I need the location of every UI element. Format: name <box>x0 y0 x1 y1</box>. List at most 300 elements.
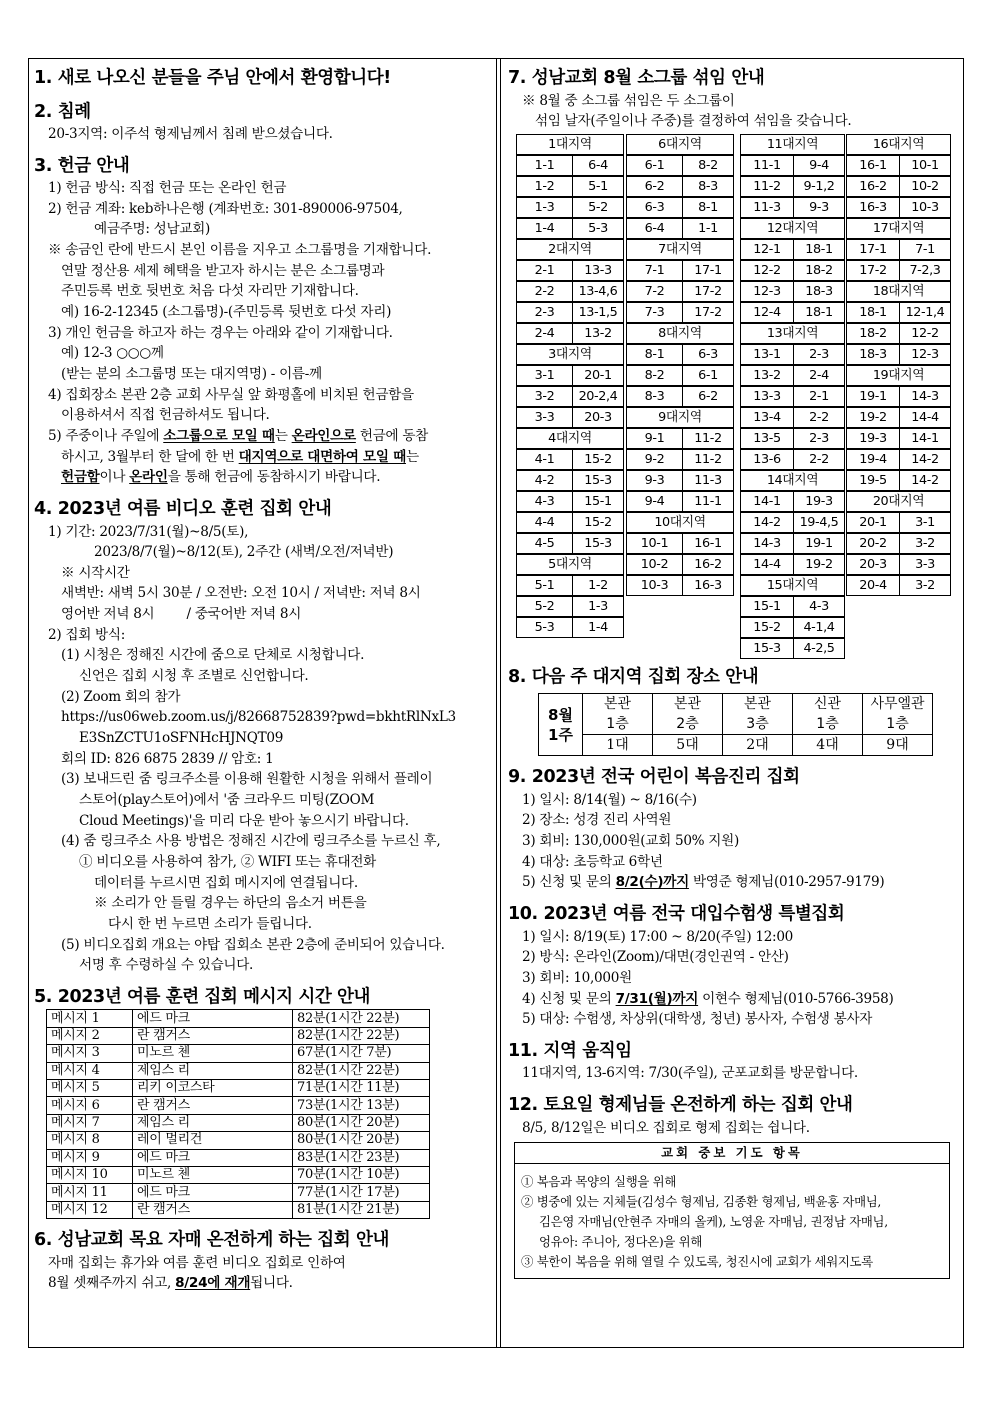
partner-cell: 19-3 <box>793 491 845 512</box>
section-10-title: 10. 2023년 여름 전국 대입수험생 특별집회 <box>508 904 845 925</box>
group-cell: 20-1 <box>846 512 900 533</box>
partner-cell: 4-1,4 <box>793 617 845 638</box>
region-header: 14대지역 <box>740 470 845 491</box>
partner-cell: 11-3 <box>682 470 734 491</box>
partner-cell: 15-2 <box>572 449 624 470</box>
group-cell: 19-2 <box>846 407 900 428</box>
group-cell: 6-3 <box>626 197 683 218</box>
message-speaker: 란 캠거스 <box>133 1201 293 1218</box>
s4-line: 데이터를 누르시면 집회 메시지에 연결됩니다. <box>94 874 358 891</box>
message-row <box>47 1080 430 1097</box>
partner-cell: 3-2 <box>899 575 951 596</box>
group-cell: 4-2 <box>516 470 573 491</box>
message-duration: 73분(1시간 13분) <box>293 1097 430 1114</box>
group-cell: 18-1 <box>846 302 900 323</box>
message-row <box>47 1010 430 1027</box>
s6-line: 자매 집회는 휴가와 여름 훈련 비디오 집회로 인하여 <box>48 1254 346 1271</box>
message-speaker: 미노르 첸 <box>133 1045 293 1062</box>
emphasis-text: 7/31(월)까지 <box>615 990 699 1007</box>
group-cell: 13-4 <box>740 407 794 428</box>
partner-cell: 7-1 <box>899 239 951 260</box>
message-row <box>47 1114 430 1131</box>
group-cell: 13-6 <box>740 449 794 470</box>
region-header: 12대지역 <box>740 218 845 239</box>
s4-line: (2) Zoom 회의 참가 <box>61 688 181 705</box>
partner-cell: 17-2 <box>682 302 734 323</box>
partner-cell: 6-2 <box>682 386 734 407</box>
venue-region: 2대 <box>723 735 793 756</box>
message-speaker: 제임스 리 <box>133 1062 293 1079</box>
s3-line: 이용하셔서 직접 헌금하셔도 됩니다. <box>61 407 270 424</box>
emphasis-text: 온라인으로 <box>291 428 356 445</box>
venue-building: 본관 <box>673 696 702 713</box>
prayer-item: ③ 북한이 복음을 위해 열릴 수 있도록, 청진시에 교회가 세워지도록 <box>521 1254 873 1270</box>
s3-line: ※ 송금인 란에 반드시 본인 이름을 지우고 소그룹명을 기재합니다. <box>48 242 432 259</box>
partner-cell: 13-2 <box>572 323 624 344</box>
s4-line: (3) 보내드린 줌 링크주소를 이용해 원활한 시청을 위해서 플레이 <box>61 771 433 788</box>
s4-line: 2023/8/7(월)~8/12(토), 2주간 (새벽/오전/저녁반) <box>94 544 394 561</box>
group-cell: 2-1 <box>516 260 573 281</box>
message-duration: 82분(1시간 22분) <box>293 1027 430 1044</box>
partner-cell: 14-2 <box>899 449 951 470</box>
partner-cell: 16-3 <box>682 575 734 596</box>
group-cell: 19-3 <box>846 428 900 449</box>
group-cell: 2-3 <box>516 302 573 323</box>
prayer-item: 엉유아: 주니아, 정다온)을 위해 <box>539 1234 702 1250</box>
partner-cell: 1-1 <box>682 218 734 239</box>
partner-cell: 4-3 <box>793 596 845 617</box>
group-cell: 1-2 <box>516 176 573 197</box>
partner-cell: 5-3 <box>572 218 624 239</box>
message-number: 메시지 8 <box>47 1132 133 1149</box>
message-row <box>47 1184 430 1201</box>
region-header: 17대지역 <box>846 218 951 239</box>
partner-cell: 15-3 <box>572 533 624 554</box>
text-run: 박영준 형제님(010-2957-9179) <box>688 874 885 891</box>
group-cell: 2-2 <box>516 281 573 302</box>
partner-cell: 2-3 <box>793 428 845 449</box>
partner-cell: 2-4 <box>793 365 845 386</box>
group-cell: 11-3 <box>740 197 794 218</box>
small-group-grid <box>516 134 952 656</box>
venue-name <box>793 694 863 735</box>
partner-cell: 16-1 <box>682 533 734 554</box>
partner-cell: 19-1 <box>793 533 845 554</box>
s6-line <box>34 1273 488 1294</box>
text-run: 을 통해 헌금에 동참하시기 바랍니다. <box>167 469 381 486</box>
group-cell: 10-2 <box>626 554 683 575</box>
group-cell: 4-4 <box>516 512 573 533</box>
message-table <box>46 1009 430 1219</box>
region-header: 3대지역 <box>516 344 624 365</box>
message-number: 메시지 11 <box>47 1184 133 1201</box>
partner-cell: 8-2 <box>682 155 734 176</box>
s4-line: ① 비디오를 사용하여 참가, ② WIFI 또는 휴대전화 <box>79 854 377 870</box>
message-duration: 82분(1시간 22분) <box>293 1062 430 1079</box>
s10-line <box>508 989 958 1010</box>
text-run: 하시고, 3월부터 한 달에 한 번 <box>61 448 239 465</box>
partner-cell: 2-1 <box>793 386 845 407</box>
partner-cell: 19-2 <box>793 554 845 575</box>
s3-line <box>34 426 488 447</box>
partner-cell: 10-2 <box>899 176 951 197</box>
group-cell: 15-1 <box>740 596 794 617</box>
group-cell: 5-1 <box>516 575 573 596</box>
s3-line: 4) 집회장소 본관 2층 교회 사무실 앞 화평홀에 비치된 헌금함을 <box>48 386 414 403</box>
message-duration: 83분(1시간 23분) <box>293 1149 430 1166</box>
partner-cell: 14-1 <box>899 428 951 449</box>
group-cell: 6-1 <box>626 155 683 176</box>
group-cell: 18-3 <box>846 344 900 365</box>
group-cell: 3-2 <box>516 386 573 407</box>
s10-line: 1) 일시: 8/19(토) 17:00 ~ 8/20(주일) 12:00 <box>522 928 794 945</box>
group-cell: 10-3 <box>626 575 683 596</box>
partner-cell: 2-2 <box>793 449 845 470</box>
group-cell: 20-3 <box>846 554 900 575</box>
group-cell: 17-1 <box>846 239 900 260</box>
region-header: 2대지역 <box>516 239 624 260</box>
message-duration: 80분(1시간 20분) <box>293 1132 430 1149</box>
message-duration: 71분(1시간 11분) <box>293 1080 430 1097</box>
message-duration: 81분(1시간 21분) <box>293 1201 430 1218</box>
message-number: 메시지 3 <box>47 1045 133 1062</box>
group-cell: 7-2 <box>626 281 683 302</box>
section-7-title: 7. 성남교회 8월 소그룹 섞임 안내 <box>508 68 765 88</box>
group-cell: 15-3 <box>740 638 794 659</box>
venue-building: 본관 <box>603 696 632 713</box>
text-run: 4) 신청 및 문의 <box>522 990 616 1007</box>
right-column <box>508 66 958 1279</box>
partner-cell: 18-3 <box>793 281 845 302</box>
partner-cell: 9-1,2 <box>793 176 845 197</box>
text-run: 는 <box>274 428 292 445</box>
section-3-title: 3. 헌금 안내 <box>34 155 130 176</box>
venue-building: 신관 <box>813 696 842 713</box>
region-header: 8대지역 <box>626 323 734 344</box>
s10-line: 3) 회비: 10,000원 <box>522 969 632 986</box>
partner-cell: 15-3 <box>572 470 624 491</box>
partner-cell: 6-4 <box>572 155 624 176</box>
group-cell: 13-2 <box>740 365 794 386</box>
group-cell: 11-1 <box>740 155 794 176</box>
column-divider <box>496 58 501 1348</box>
s3-line: 예) 12-3 ○○○께 <box>61 345 164 362</box>
region-header: 20대지역 <box>846 491 951 512</box>
partner-cell: 3-1 <box>899 512 951 533</box>
group-cell: 12-2 <box>740 260 794 281</box>
message-row <box>47 1166 430 1183</box>
group-cell: 19-4 <box>846 449 900 470</box>
emphasis-text: 8/2(수)까지 <box>615 874 689 891</box>
message-number: 메시지 12 <box>47 1201 133 1218</box>
s4-line: 새벽반: 새벽 5시 30분 / 오전반: 오전 10시 / 저녁반: 저녁 8시 <box>61 585 421 602</box>
s4-line: 2) 집회 방식: <box>48 626 126 643</box>
s4-line: Cloud Meetings)'을 미리 다운 받아 놓으시기 바랍니다. <box>79 812 409 829</box>
s10-line: 5) 대상: 수험생, 차상위(대학생, 청년) 봉사자, 수험생 봉사자 <box>522 1011 873 1028</box>
region-header: 1대지역 <box>516 134 624 155</box>
group-cell: 11-2 <box>740 176 794 197</box>
group-cell: 14-3 <box>740 533 794 554</box>
partner-cell: 5-2 <box>572 197 624 218</box>
s4-line: 스토어(play스토어)에서 '줌 크라우드 미팅(ZOOM <box>79 792 375 809</box>
message-speaker: 에드 마크 <box>133 1184 293 1201</box>
s4-line: 회의 ID: 826 6875 2839 // 암호: 1 <box>61 750 274 767</box>
region-header: 16대지역 <box>846 134 951 155</box>
group-cell: 14-4 <box>740 554 794 575</box>
section-8-title: 8. 다음 주 대지역 집회 장소 안내 <box>508 666 759 687</box>
s9-line <box>508 872 958 893</box>
venue-region: 1대 <box>583 735 653 756</box>
prayer-title: 교회 중보 기도 항목 <box>515 1143 949 1164</box>
s3-line <box>34 447 488 468</box>
partner-cell: 20-1 <box>572 365 624 386</box>
region-header: 4대지역 <box>516 428 624 449</box>
emphasis-text: 온라인 <box>129 469 168 486</box>
partner-cell: 12-2 <box>899 323 951 344</box>
s3-line: 2) 헌금 계좌: keb하나은행 (계좌번호: 301-890006-97504, <box>48 200 403 217</box>
partner-cell: 13-4,6 <box>572 281 624 302</box>
partner-cell: 19-4,5 <box>793 512 845 533</box>
partner-cell: 8-1 <box>682 197 734 218</box>
s9-line: 1) 일시: 8/14(월) ~ 8/16(수) <box>522 791 697 808</box>
message-number: 메시지 1 <box>47 1010 133 1027</box>
message-row <box>47 1132 430 1149</box>
venue-floor: 1층 <box>606 716 629 733</box>
section-6-title: 6. 성남교회 목요 자매 온전하게 하는 집회 안내 <box>34 1230 389 1251</box>
region-header: 19대지역 <box>846 365 951 386</box>
s9-line: 3) 회비: 130,000원(교회 50% 지원) <box>522 833 739 850</box>
group-cell: 10-1 <box>626 533 683 554</box>
message-speaker: 에드 마크 <box>133 1149 293 1166</box>
week-month: 8월 <box>548 705 573 724</box>
text-run: 이나 <box>99 469 130 486</box>
s9-line: 2) 장소: 성경 진리 사역원 <box>522 812 672 829</box>
s4-line: 다시 한 번 누르면 소리가 들립니다. <box>108 915 312 932</box>
venue-floor: 3층 <box>746 716 769 733</box>
partner-cell: 17-1 <box>682 260 734 281</box>
s7-line: 섞임 날자(주일이나 주중)를 결정하여 섞임을 갖습니다. <box>535 113 852 130</box>
prayer-item: ② 병중에 있는 지체들(김성수 형제님, 김종환 형제님, 백윤홍 자매님, <box>521 1194 882 1210</box>
partner-cell: 10-1 <box>899 155 951 176</box>
group-cell: 12-1 <box>740 239 794 260</box>
week-label <box>539 694 583 756</box>
group-cell: 20-4 <box>846 575 900 596</box>
partner-cell: 11-2 <box>682 449 734 470</box>
message-row <box>47 1201 430 1218</box>
venue-name <box>723 694 793 735</box>
message-speaker: 에드 마크 <box>133 1010 293 1027</box>
group-cell: 6-2 <box>626 176 683 197</box>
prayer-box <box>514 1142 950 1279</box>
partner-cell: 18-1 <box>793 239 845 260</box>
group-cell: 1-3 <box>516 197 573 218</box>
partner-cell: 15-2 <box>572 512 624 533</box>
partner-cell: 14-2 <box>899 470 951 491</box>
group-cell: 12-4 <box>740 302 794 323</box>
partner-cell: 11-2 <box>682 428 734 449</box>
group-cell: 3-1 <box>516 365 573 386</box>
s4-line: (5) 비디오집회 개요는 야탑 집회소 본관 2층에 준비되어 있습니다. <box>61 936 445 953</box>
s9-line: 4) 대상: 초등학교 6학년 <box>522 853 663 870</box>
partner-cell: 13-3 <box>572 260 624 281</box>
partner-cell: 9-4 <box>793 155 845 176</box>
group-cell: 9-2 <box>626 449 683 470</box>
group-cell: 16-2 <box>846 176 900 197</box>
message-speaker: 미노르 첸 <box>133 1166 293 1183</box>
emphasis-text: 8/24에 재개 <box>175 1275 251 1292</box>
text-run: 5) 신청 및 문의 <box>522 874 616 891</box>
message-speaker: 란 캠거스 <box>133 1027 293 1044</box>
partner-cell: 5-1 <box>572 176 624 197</box>
message-duration: 67분(1시간 7분) <box>293 1045 430 1062</box>
region-header: 15대지역 <box>740 575 845 596</box>
group-cell: 9-4 <box>626 491 683 512</box>
message-number: 메시지 7 <box>47 1114 133 1131</box>
emphasis-text: 대지역으로 대면하여 모일 때 <box>238 448 406 465</box>
partner-cell: 14-4 <box>899 407 951 428</box>
region-header: 5대지역 <box>516 554 624 575</box>
s12-text: 8/5, 8/12일은 비디오 집회로 형제 집회는 쉽니다. <box>522 1119 810 1136</box>
venue-name <box>583 694 653 735</box>
partner-cell: 16-2 <box>682 554 734 575</box>
group-cell: 18-2 <box>846 323 900 344</box>
text-run: 5) 주중이나 주일에 <box>48 428 164 445</box>
message-row <box>47 1097 430 1114</box>
zoom-link-cont[interactable]: E3SnZCTU1oSFNHcHJNQT09 <box>79 730 284 747</box>
venue-region: 4대 <box>793 735 863 756</box>
message-row <box>47 1045 430 1062</box>
partner-cell: 6-3 <box>682 344 734 365</box>
s4-line: 신언은 집회 시청 후 조별로 신언합니다. <box>79 668 309 685</box>
message-duration: 80분(1시간 20분) <box>293 1114 430 1131</box>
group-cell: 20-2 <box>846 533 900 554</box>
s10-line: 2) 방식: 온라인(Zoom)/대면(경인권역 - 안산) <box>522 949 789 966</box>
message-number: 메시지 5 <box>47 1080 133 1097</box>
message-speaker: 레이 멀리건 <box>133 1132 293 1149</box>
group-cell: 15-2 <box>740 617 794 638</box>
partner-cell: 3-3 <box>899 554 951 575</box>
partner-cell: 4-2,5 <box>793 638 845 659</box>
group-cell: 9-1 <box>626 428 683 449</box>
message-row <box>47 1062 430 1079</box>
text-run: 8월 셋째주까지 쉬고, <box>48 1275 176 1292</box>
partner-cell: 1-4 <box>572 617 624 638</box>
s4-line: 서명 후 수령하실 수 있습니다. <box>79 957 254 974</box>
group-cell: 12-3 <box>740 281 794 302</box>
prayer-item: ① 복음과 목양의 실행을 위해 <box>521 1174 677 1190</box>
group-cell: 3-3 <box>516 407 573 428</box>
group-cell: 16-1 <box>846 155 900 176</box>
message-number: 메시지 9 <box>47 1149 133 1166</box>
group-cell: 7-3 <box>626 302 683 323</box>
group-cell: 8-3 <box>626 386 683 407</box>
partner-cell: 9-3 <box>793 197 845 218</box>
group-cell: 13-3 <box>740 386 794 407</box>
section-2-title: 2. 침례 <box>34 101 91 122</box>
venue-region: 9대 <box>863 735 933 756</box>
section-11-title: 11. 지역 움직임 <box>508 1040 632 1061</box>
message-number: 메시지 2 <box>47 1027 133 1044</box>
group-cell: 13-5 <box>740 428 794 449</box>
left-column <box>34 66 488 1294</box>
group-cell: 1-4 <box>516 218 573 239</box>
venue-floor: 1층 <box>886 716 909 733</box>
group-cell: 9-3 <box>626 470 683 491</box>
message-number: 메시지 6 <box>47 1097 133 1114</box>
s4-line: 영어반 저녁 8시 / 중국어반 저녁 8시 <box>61 606 302 623</box>
s4-line: (1) 시청은 정해진 시간에 줌으로 단체로 시청합니다. <box>61 647 365 664</box>
message-number: 메시지 4 <box>47 1062 133 1079</box>
section-4-title: 4. 2023년 여름 비디오 훈련 집회 안내 <box>34 499 332 519</box>
group-cell: 7-1 <box>626 260 683 281</box>
week-number: 1주 <box>548 725 573 744</box>
s4-line: ※ 소리가 안 들릴 경우는 하단의 음소거 버튼을 <box>94 895 367 912</box>
s3-line: 1) 헌금 방식: 직접 헌금 또는 온라인 헌금 <box>48 180 287 197</box>
partner-cell: 10-3 <box>899 197 951 218</box>
partner-cell: 6-1 <box>682 365 734 386</box>
prayer-item: 김은영 자매님(안현주 자매의 올케), 노영윤 자매님, 권정남 자매님, <box>539 1214 888 1230</box>
region-header: 13대지역 <box>740 323 845 344</box>
partner-cell: 17-2 <box>682 281 734 302</box>
region-header: 18대지역 <box>846 281 951 302</box>
s4-line: 1) 기간: 2023/7/31(월)~8/5(토), <box>48 523 249 540</box>
s3-line: 예) 16-2-12345 (소그룹명)-(주민등록 뒷번호 다섯 자리) <box>61 304 392 321</box>
partner-cell: 7-2,3 <box>899 260 951 281</box>
emphasis-text: 헌금함 <box>61 469 100 486</box>
prayer-body <box>515 1164 949 1278</box>
message-speaker: 리키 이코스타 <box>133 1080 293 1097</box>
emphasis-text: 소그룹으로 모일 때 <box>163 428 275 445</box>
message-number: 메시지 10 <box>47 1166 133 1183</box>
partner-cell: 18-2 <box>793 260 845 281</box>
group-cell: 5-2 <box>516 596 573 617</box>
partner-cell: 2-2 <box>793 407 845 428</box>
group-cell: 19-1 <box>846 386 900 407</box>
partner-cell: 18-1 <box>793 302 845 323</box>
s4-line: ※ 시작시간 <box>61 564 130 581</box>
partner-cell: 12-3 <box>899 344 951 365</box>
s4-line: (4) 줌 링크주소 사용 방법은 정해진 시간에 링크주소를 누르신 후, <box>61 833 441 850</box>
group-cell: 14-1 <box>740 491 794 512</box>
region-header: 7대지역 <box>626 239 734 260</box>
group-cell: 14-2 <box>740 512 794 533</box>
venue-name <box>863 694 933 735</box>
message-speaker: 란 캠거스 <box>133 1097 293 1114</box>
message-duration: 70분(1시간 10분) <box>293 1166 430 1183</box>
region-header: 6대지역 <box>626 134 734 155</box>
partner-cell: 15-1 <box>572 491 624 512</box>
message-duration: 77분(1시간 17분) <box>293 1184 430 1201</box>
zoom-link[interactable]: https://us06web.zoom.us/j/82668752839?pwd=bkhtRlNxL3 <box>61 709 456 726</box>
s3-line: 예금주명: 성남교회) <box>94 221 210 238</box>
partner-cell: 8-3 <box>682 176 734 197</box>
region-header: 9대지역 <box>626 407 734 428</box>
venue-floor: 2층 <box>676 716 699 733</box>
partner-cell: 2-3 <box>793 344 845 365</box>
text-run: 됩니다. <box>250 1275 293 1292</box>
s3-line <box>34 467 488 488</box>
venue-floor: 1층 <box>816 716 839 733</box>
group-cell: 4-1 <box>516 449 573 470</box>
group-cell: 8-2 <box>626 365 683 386</box>
section-2-text: 20-3지역: 이주석 형제님께서 침례 받으셨습니다. <box>48 126 333 142</box>
message-row <box>47 1027 430 1044</box>
message-speaker: 제임스 리 <box>133 1114 293 1131</box>
partner-cell: 13-1,5 <box>572 302 624 323</box>
group-cell: 5-3 <box>516 617 573 638</box>
s3-line: 연말 정산용 세제 혜택을 받고자 하시는 분은 소그룹명과 <box>61 262 385 279</box>
group-cell: 4-5 <box>516 533 573 554</box>
